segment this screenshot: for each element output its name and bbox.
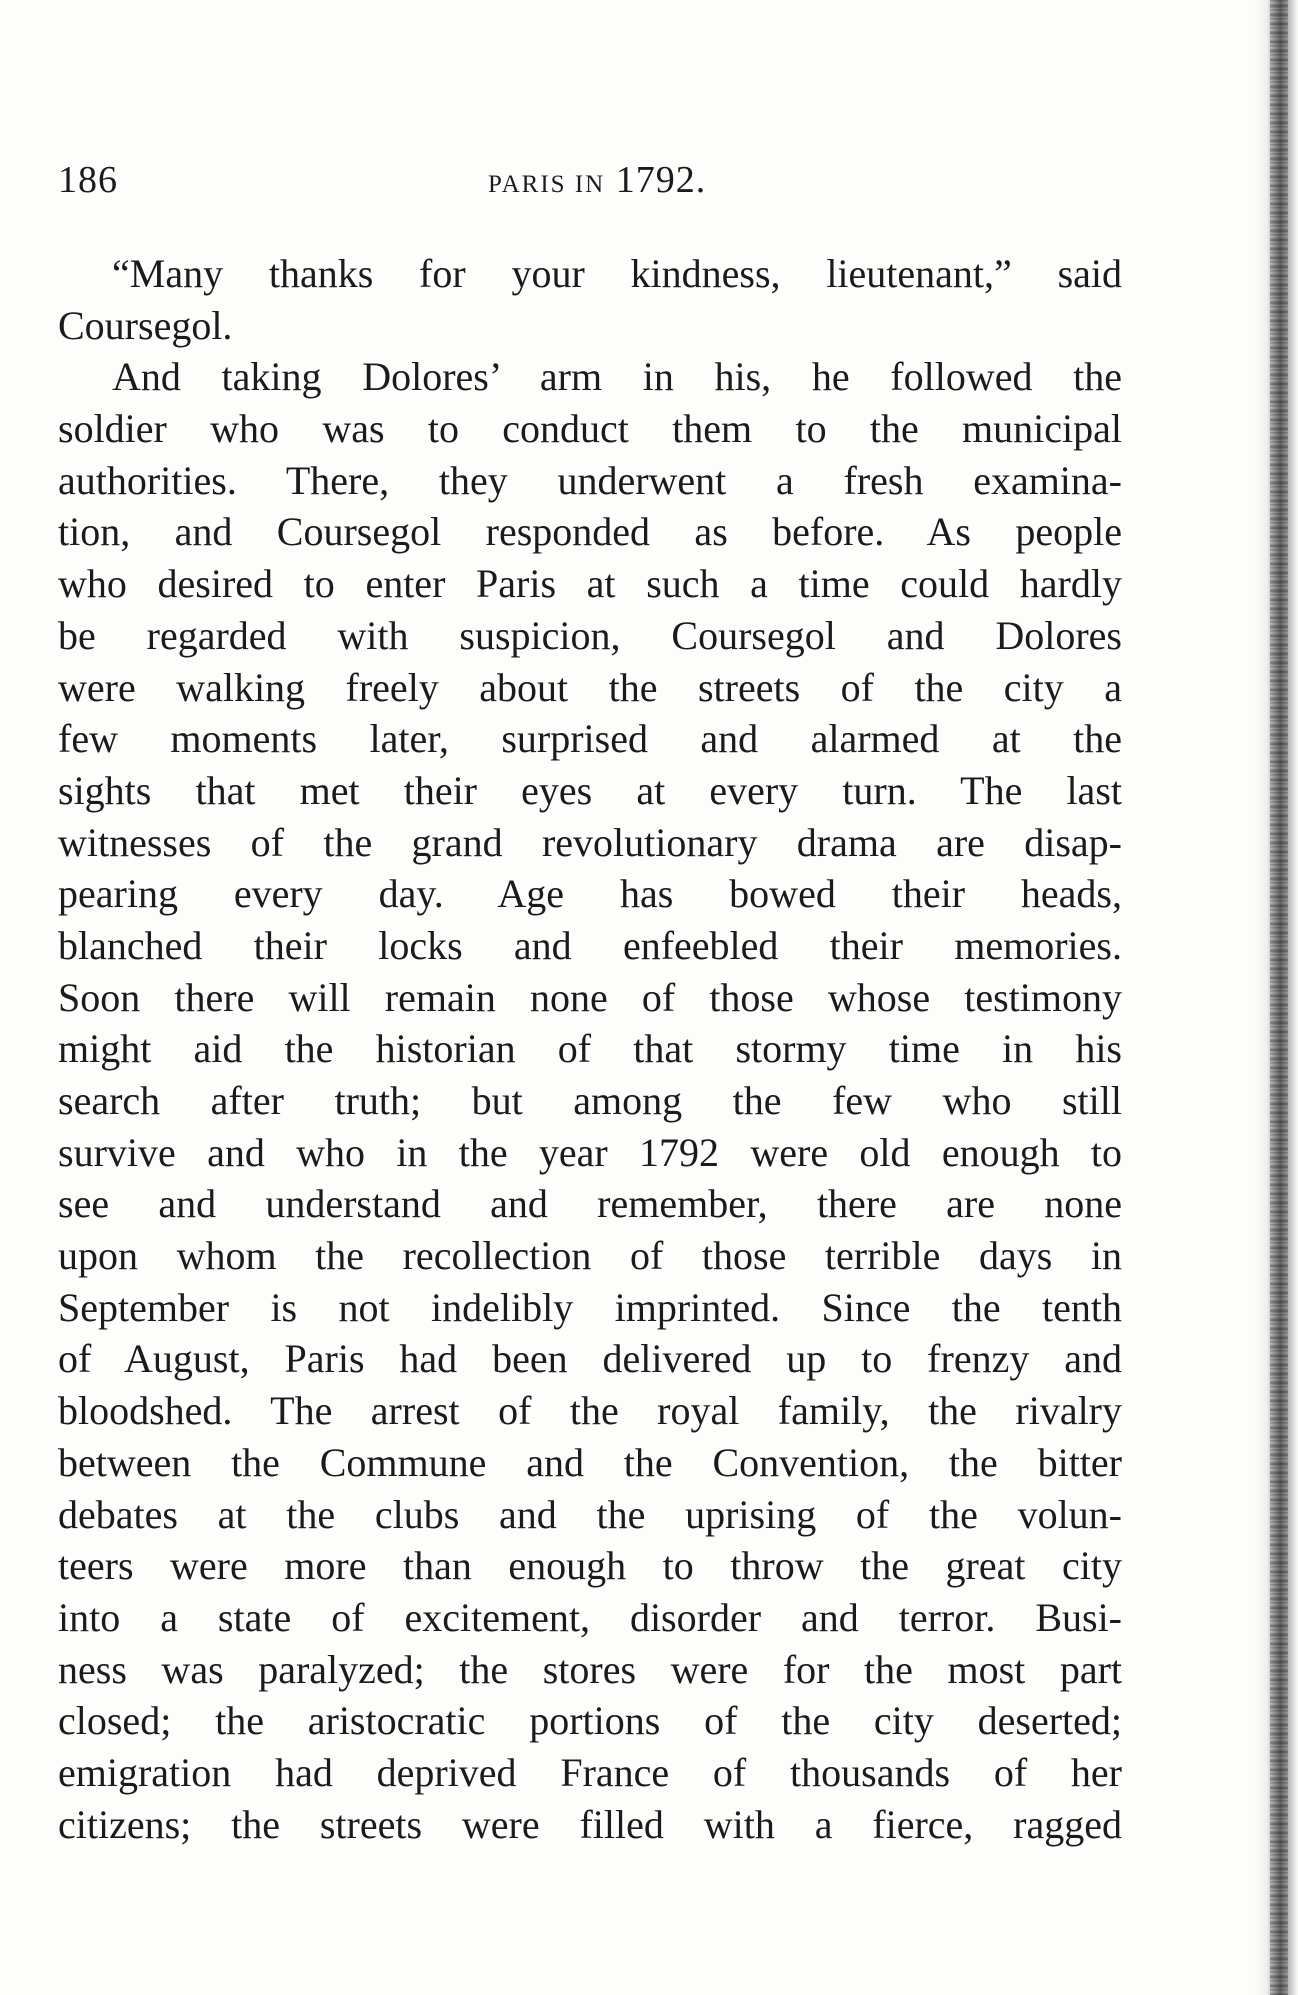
text-line: emigration had deprived France of thousands of her — [58, 1749, 1122, 1795]
text-line: might aid the historian of that stormy time in his — [58, 1026, 1122, 1072]
running-head-title: PARIS IN — [488, 171, 606, 198]
text-line: citizens; the streets were filled with a fierce, ragged — [58, 1801, 1122, 1847]
text-line: Soon there will remain none of those whose testimony — [58, 974, 1122, 1020]
running-head — [488, 158, 706, 202]
text-line: were walking freely about the streets of the city a — [58, 664, 1122, 710]
text-line: debates at the clubs and the uprising of the volun- — [58, 1491, 1122, 1537]
text-line: be regarded with suspicion, Coursegol and Dolores — [58, 612, 1122, 658]
text-line: ness was paralyzed; the stores were for the most part — [58, 1646, 1122, 1692]
text-line: authorities. There, they underwent a fresh examina- — [58, 457, 1122, 503]
text-line: September is not indelibly imprinted. Since the tenth — [58, 1284, 1122, 1330]
text-line: teers were more than enough to throw the great city — [58, 1543, 1122, 1589]
text-line: survive and who in the year 1792 were old enough to — [58, 1129, 1122, 1175]
text-line: search after truth; but among the few who still — [58, 1078, 1122, 1123]
text-line: few moments later, surprised and alarmed at the — [58, 716, 1122, 762]
page-edge-texture — [1270, 0, 1288, 1995]
text-line: soldier who was to conduct them to the municipal — [58, 406, 1122, 452]
body-text — [58, 248, 1122, 1850]
running-head-year: 1792. — [615, 159, 707, 201]
text-line: into a state of excitement, disorder and terror. Busi- — [58, 1594, 1122, 1640]
text-line: And taking Dolores’ arm in his, he followed the — [112, 354, 1122, 400]
text-line: “Many thanks for your kindness, lieutenant,” said — [112, 251, 1122, 296]
text-line: who desired to enter Paris at such a time could hardly — [58, 561, 1122, 607]
page-number: 186 — [58, 159, 118, 201]
text-line: witnesses of the grand revolutionary drama are disap- — [58, 819, 1122, 865]
text-line: closed; the aristocratic portions of the city deserted; — [58, 1698, 1122, 1744]
page-header — [58, 158, 1118, 206]
text-line: Coursegol. — [58, 302, 233, 348]
text-line: sights that met their eyes at every turn. The last — [58, 767, 1122, 813]
text-line: blanched their locks and enfeebled their memories. — [58, 922, 1122, 968]
text-line: tion, and Coursegol responded as before. As people — [58, 509, 1122, 555]
text-line: of August, Paris had been delivered up to frenzy and — [58, 1336, 1122, 1382]
text-line: pearing every day. Age has bowed their heads, — [58, 871, 1122, 917]
text-line: between the Commune and the Convention, the bitter — [58, 1439, 1122, 1485]
text-line: bloodshed. The arrest of the royal family, the rivalry — [58, 1388, 1122, 1434]
text-line: see and understand and remember, there are none — [58, 1181, 1122, 1227]
text-line: upon whom the recollection of those terrible days in — [58, 1233, 1122, 1279]
